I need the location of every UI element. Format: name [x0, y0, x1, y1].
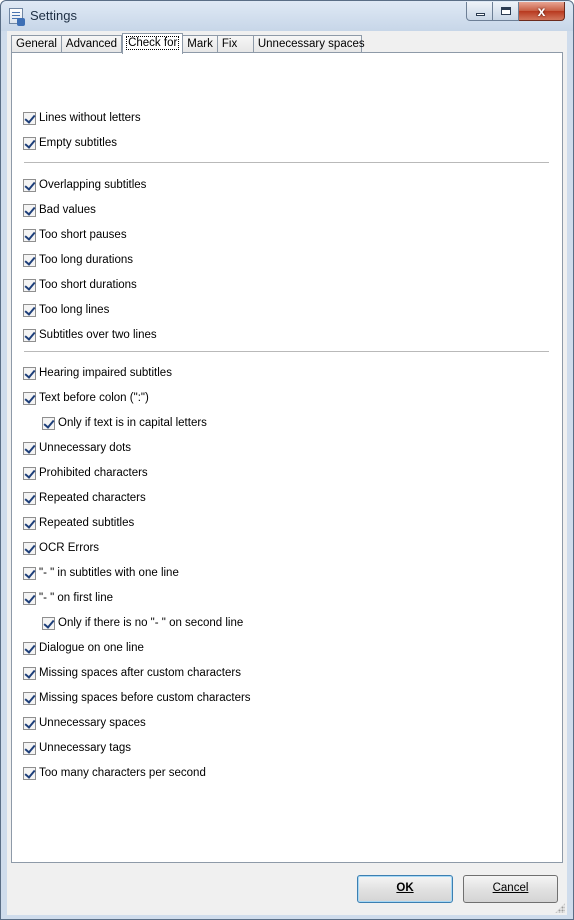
resize-grip-icon[interactable]: [555, 903, 565, 913]
checkbox[interactable]: [23, 717, 36, 730]
ok-button[interactable]: OK: [357, 875, 453, 903]
check-label: Too long durations: [39, 254, 133, 266]
check-too-many-cps[interactable]: [23, 765, 206, 781]
check-unnecessary-tags[interactable]: [23, 740, 131, 756]
check-bad-values[interactable]: [23, 202, 96, 218]
close-button[interactable]: [519, 2, 565, 21]
checkbox[interactable]: [23, 467, 36, 480]
maximize-button[interactable]: [493, 2, 519, 21]
checkbox[interactable]: [23, 112, 36, 125]
check-label: "- " in subtitles with one line: [39, 567, 179, 579]
checkbox[interactable]: [23, 254, 36, 267]
window-title: Settings: [30, 8, 77, 23]
checkbox[interactable]: [23, 767, 36, 780]
check-label: "- " on first line: [39, 592, 113, 604]
tab-strip: [11, 33, 365, 53]
check-missing-spaces-before[interactable]: [23, 690, 251, 706]
check-label: Empty subtitles: [39, 137, 117, 149]
checkbox[interactable]: [23, 642, 36, 655]
check-too-long-durations[interactable]: [23, 252, 133, 268]
check-label: Unnecessary spaces: [39, 717, 146, 729]
maximize-icon: [501, 7, 511, 15]
tab-mark[interactable]: [183, 35, 218, 53]
check-missing-spaces-after[interactable]: [23, 665, 241, 681]
check-label: Too short pauses: [39, 229, 127, 241]
check-only-capital-letters[interactable]: [42, 415, 207, 431]
check-subtitles-over-two-lines[interactable]: [23, 327, 157, 343]
tab-label: Check for: [128, 37, 178, 49]
check-unnecessary-dots[interactable]: [23, 440, 131, 456]
check-label: Only if there is no "- " on second line: [58, 617, 244, 629]
check-label: Unnecessary dots: [39, 442, 132, 454]
check-hearing-impaired[interactable]: [23, 365, 172, 381]
check-label: Subtitles over two lines: [39, 329, 157, 341]
check-prohibited-characters[interactable]: [23, 465, 148, 481]
check-too-short-pauses[interactable]: [23, 227, 127, 243]
checkbox[interactable]: [23, 442, 36, 455]
tab-unnecessary-spaces[interactable]: [254, 35, 365, 53]
check-overlapping-subtitles[interactable]: [23, 177, 146, 193]
tab-label: General: [16, 38, 57, 50]
check-label: Lines without letters: [39, 112, 141, 124]
check-label: Repeated characters: [39, 492, 146, 504]
check-for-panel: [11, 52, 563, 863]
checkbox[interactable]: [23, 367, 36, 380]
check-label: Repeated subtitles: [39, 517, 135, 529]
title-bar[interactable]: [1, 1, 573, 31]
tab-label: Mark: [187, 38, 213, 50]
check-label: OCR Errors: [39, 542, 100, 554]
check-ocr-errors[interactable]: [23, 540, 99, 556]
checkbox[interactable]: [23, 204, 36, 217]
check-text-before-colon[interactable]: [23, 390, 149, 406]
checkbox[interactable]: [23, 137, 36, 150]
tab-check-for[interactable]: [122, 33, 183, 54]
minimize-icon: [476, 13, 485, 16]
checkbox[interactable]: [23, 517, 36, 530]
check-dialogue-one-line[interactable]: [23, 640, 144, 656]
checkbox[interactable]: [23, 304, 36, 317]
checkbox[interactable]: [23, 392, 36, 405]
checkbox[interactable]: [23, 279, 36, 292]
separator: [24, 351, 549, 352]
check-dash-one-line[interactable]: [23, 565, 179, 581]
minimize-button[interactable]: [466, 2, 493, 21]
checkbox[interactable]: [23, 667, 36, 680]
checkbox[interactable]: [23, 329, 36, 342]
close-icon: x: [537, 3, 546, 19]
check-label: Unnecessary tags: [39, 742, 132, 754]
cancel-button[interactable]: Cancel: [463, 875, 558, 903]
checkbox[interactable]: [23, 229, 36, 242]
check-lines-without-letters[interactable]: [23, 110, 141, 126]
tab-label: Unnecessary spaces: [257, 38, 365, 50]
check-label: Too many characters per second: [39, 767, 206, 779]
separator: [24, 162, 549, 163]
checkbox[interactable]: [23, 542, 36, 555]
checkbox[interactable]: [42, 417, 55, 430]
tab-fix[interactable]: [218, 35, 254, 53]
checkbox[interactable]: [23, 592, 36, 605]
checkbox[interactable]: [23, 692, 36, 705]
tab-advanced[interactable]: [62, 35, 122, 53]
checkbox[interactable]: [23, 567, 36, 580]
check-label: Bad values: [39, 204, 96, 216]
check-label: Too short durations: [39, 279, 137, 291]
check-too-long-lines[interactable]: [23, 302, 109, 318]
dialog-client-area: [7, 31, 567, 915]
checkbox[interactable]: [23, 179, 36, 192]
check-empty-subtitles[interactable]: [23, 135, 117, 151]
check-label: Text before colon (":"): [39, 392, 149, 404]
checkbox[interactable]: [42, 617, 55, 630]
checkbox[interactable]: [23, 492, 36, 505]
check-label: Too long lines: [39, 304, 110, 316]
app-icon: [9, 8, 23, 24]
check-label: Only if text is in capital letters: [58, 417, 207, 429]
check-unnecessary-spaces[interactable]: [23, 715, 146, 731]
check-only-no-dash-second-line[interactable]: [42, 615, 243, 631]
check-repeated-characters[interactable]: [23, 490, 146, 506]
check-label: Missing spaces after custom characters: [39, 667, 241, 679]
check-dash-first-line[interactable]: [23, 590, 113, 606]
tab-label: Fix: [221, 38, 238, 50]
caption-buttons: [466, 2, 565, 22]
check-repeated-subtitles[interactable]: [23, 515, 134, 531]
check-label: Missing spaces before custom characters: [39, 692, 251, 704]
check-label: Dialogue on one line: [39, 642, 144, 654]
check-too-short-durations[interactable]: [23, 277, 137, 293]
tab-general[interactable]: [11, 35, 62, 53]
tab-label: Advanced: [65, 38, 118, 50]
checkbox[interactable]: [23, 742, 36, 755]
check-label: Prohibited characters: [39, 467, 148, 479]
check-label: Overlapping subtitles: [39, 179, 147, 191]
check-label: Hearing impaired subtitles: [39, 367, 172, 379]
